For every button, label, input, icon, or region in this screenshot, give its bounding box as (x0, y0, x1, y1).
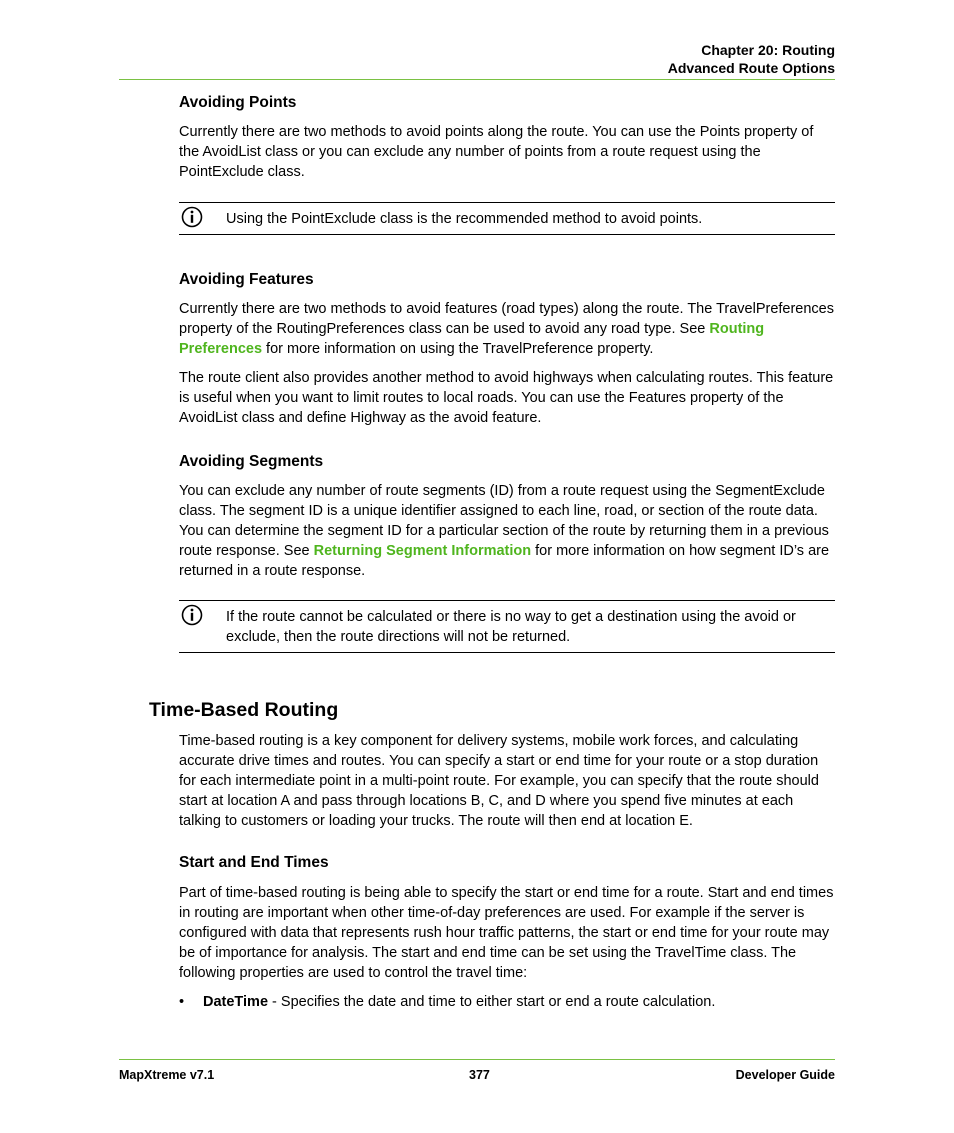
header-rule (119, 79, 835, 80)
chapter-title: Chapter 20: Routing (701, 42, 835, 58)
paragraph-avoiding-segments (179, 481, 835, 581)
footer-guide-title: Developer Guide (735, 1068, 835, 1082)
note-box-pointexclude (179, 202, 835, 235)
heading-avoiding-points: Avoiding Points (179, 94, 297, 111)
text-after-link: for more information on how segment ID’s are returned in a route response. (179, 543, 830, 579)
heading-start-end-times: Start and End Times (179, 854, 329, 871)
note-box-route-directions (179, 600, 835, 653)
page-header (668, 41, 835, 77)
note-text-route-directions: If the route cannot be calculated or there is no way to get a destination using the avoid or exclude, then the route directions will not be returned. (226, 609, 796, 645)
bullet-datetime (203, 992, 835, 1012)
bullet-description: - Specifies the date and time to either start or end a route calculation. (268, 994, 716, 1010)
link-returning-segment-information[interactable]: Returning Segment Information (313, 543, 532, 559)
info-icon (181, 206, 203, 228)
footer-page-number: 377 (469, 1068, 490, 1082)
paragraph-start-end-times: Part of time-based routing is being able to specify the start or end time for a route. Start and end times in routing are important when other time-of-day preferences are used. For example if the server is configured with data that represents rush hour traffic patterns, the start or end time for your route may be of importance for analysis. The start and end time can be set using the TravelTime class. The following properties are used to control the travel time: (179, 885, 834, 981)
text-after-link: for more information on using the TravelPreference property. (262, 341, 654, 357)
bullet-marker: • (179, 994, 185, 1010)
paragraph-avoiding-points: Currently there are two methods to avoid points along the route. You can use the Points property of the AvoidList class or you can exclude any number of points from a route request using the PointExclude class. (179, 124, 814, 180)
note-text-pointexclude: Using the PointExclude class is the recommended method to avoid points. (226, 211, 703, 227)
heading-avoiding-segments: Avoiding Segments (179, 453, 324, 470)
heading-time-based-routing: Time-Based Routing (149, 699, 339, 721)
footer-rule (119, 1059, 835, 1060)
link-routing-preferences[interactable]: Routing Preferences (179, 321, 765, 357)
info-icon (181, 604, 203, 626)
bullet-term: DateTime (203, 994, 269, 1010)
paragraph-time-based-routing: Time-based routing is a key component for delivery systems, mobile work forces, and calculating accurate drive times and routes. You can specify a start or end time for your route or a stop duration for each intermediate point in a multi-point route. For example, you can specify that the route should start at location A and pass through locations B, C, and D where you spend five minutes at each talking to customers or loading your trucks. The route will then end at location E. (179, 733, 819, 829)
footer-product: MapXtreme v7.1 (119, 1068, 215, 1082)
paragraph-avoiding-features-1 (179, 299, 835, 359)
paragraph-avoiding-features-2: The route client also provides another method to avoid highways when calculating routes. This feature is useful when you want to limit routes to local roads. You can use the Features property of the AvoidList class and define Highway as the avoid feature. (179, 370, 834, 426)
heading-avoiding-features: Avoiding Features (179, 271, 314, 288)
text-before-link: Currently there are two methods to avoid features (road types) along the route. The TravelPreferences property of the RoutingPreferences class can be used to avoid any road type. See (179, 301, 834, 337)
text-before-link: You can exclude any number of route segments (ID) from a route request using the SegmentExclude class. The segment ID is a unique identifier assigned to each line, road, or section of the route data. You can determine the segment ID for a particular section of the route by returning them in a previous route response. See (179, 483, 829, 559)
section-title: Advanced Route Options (667, 60, 835, 76)
